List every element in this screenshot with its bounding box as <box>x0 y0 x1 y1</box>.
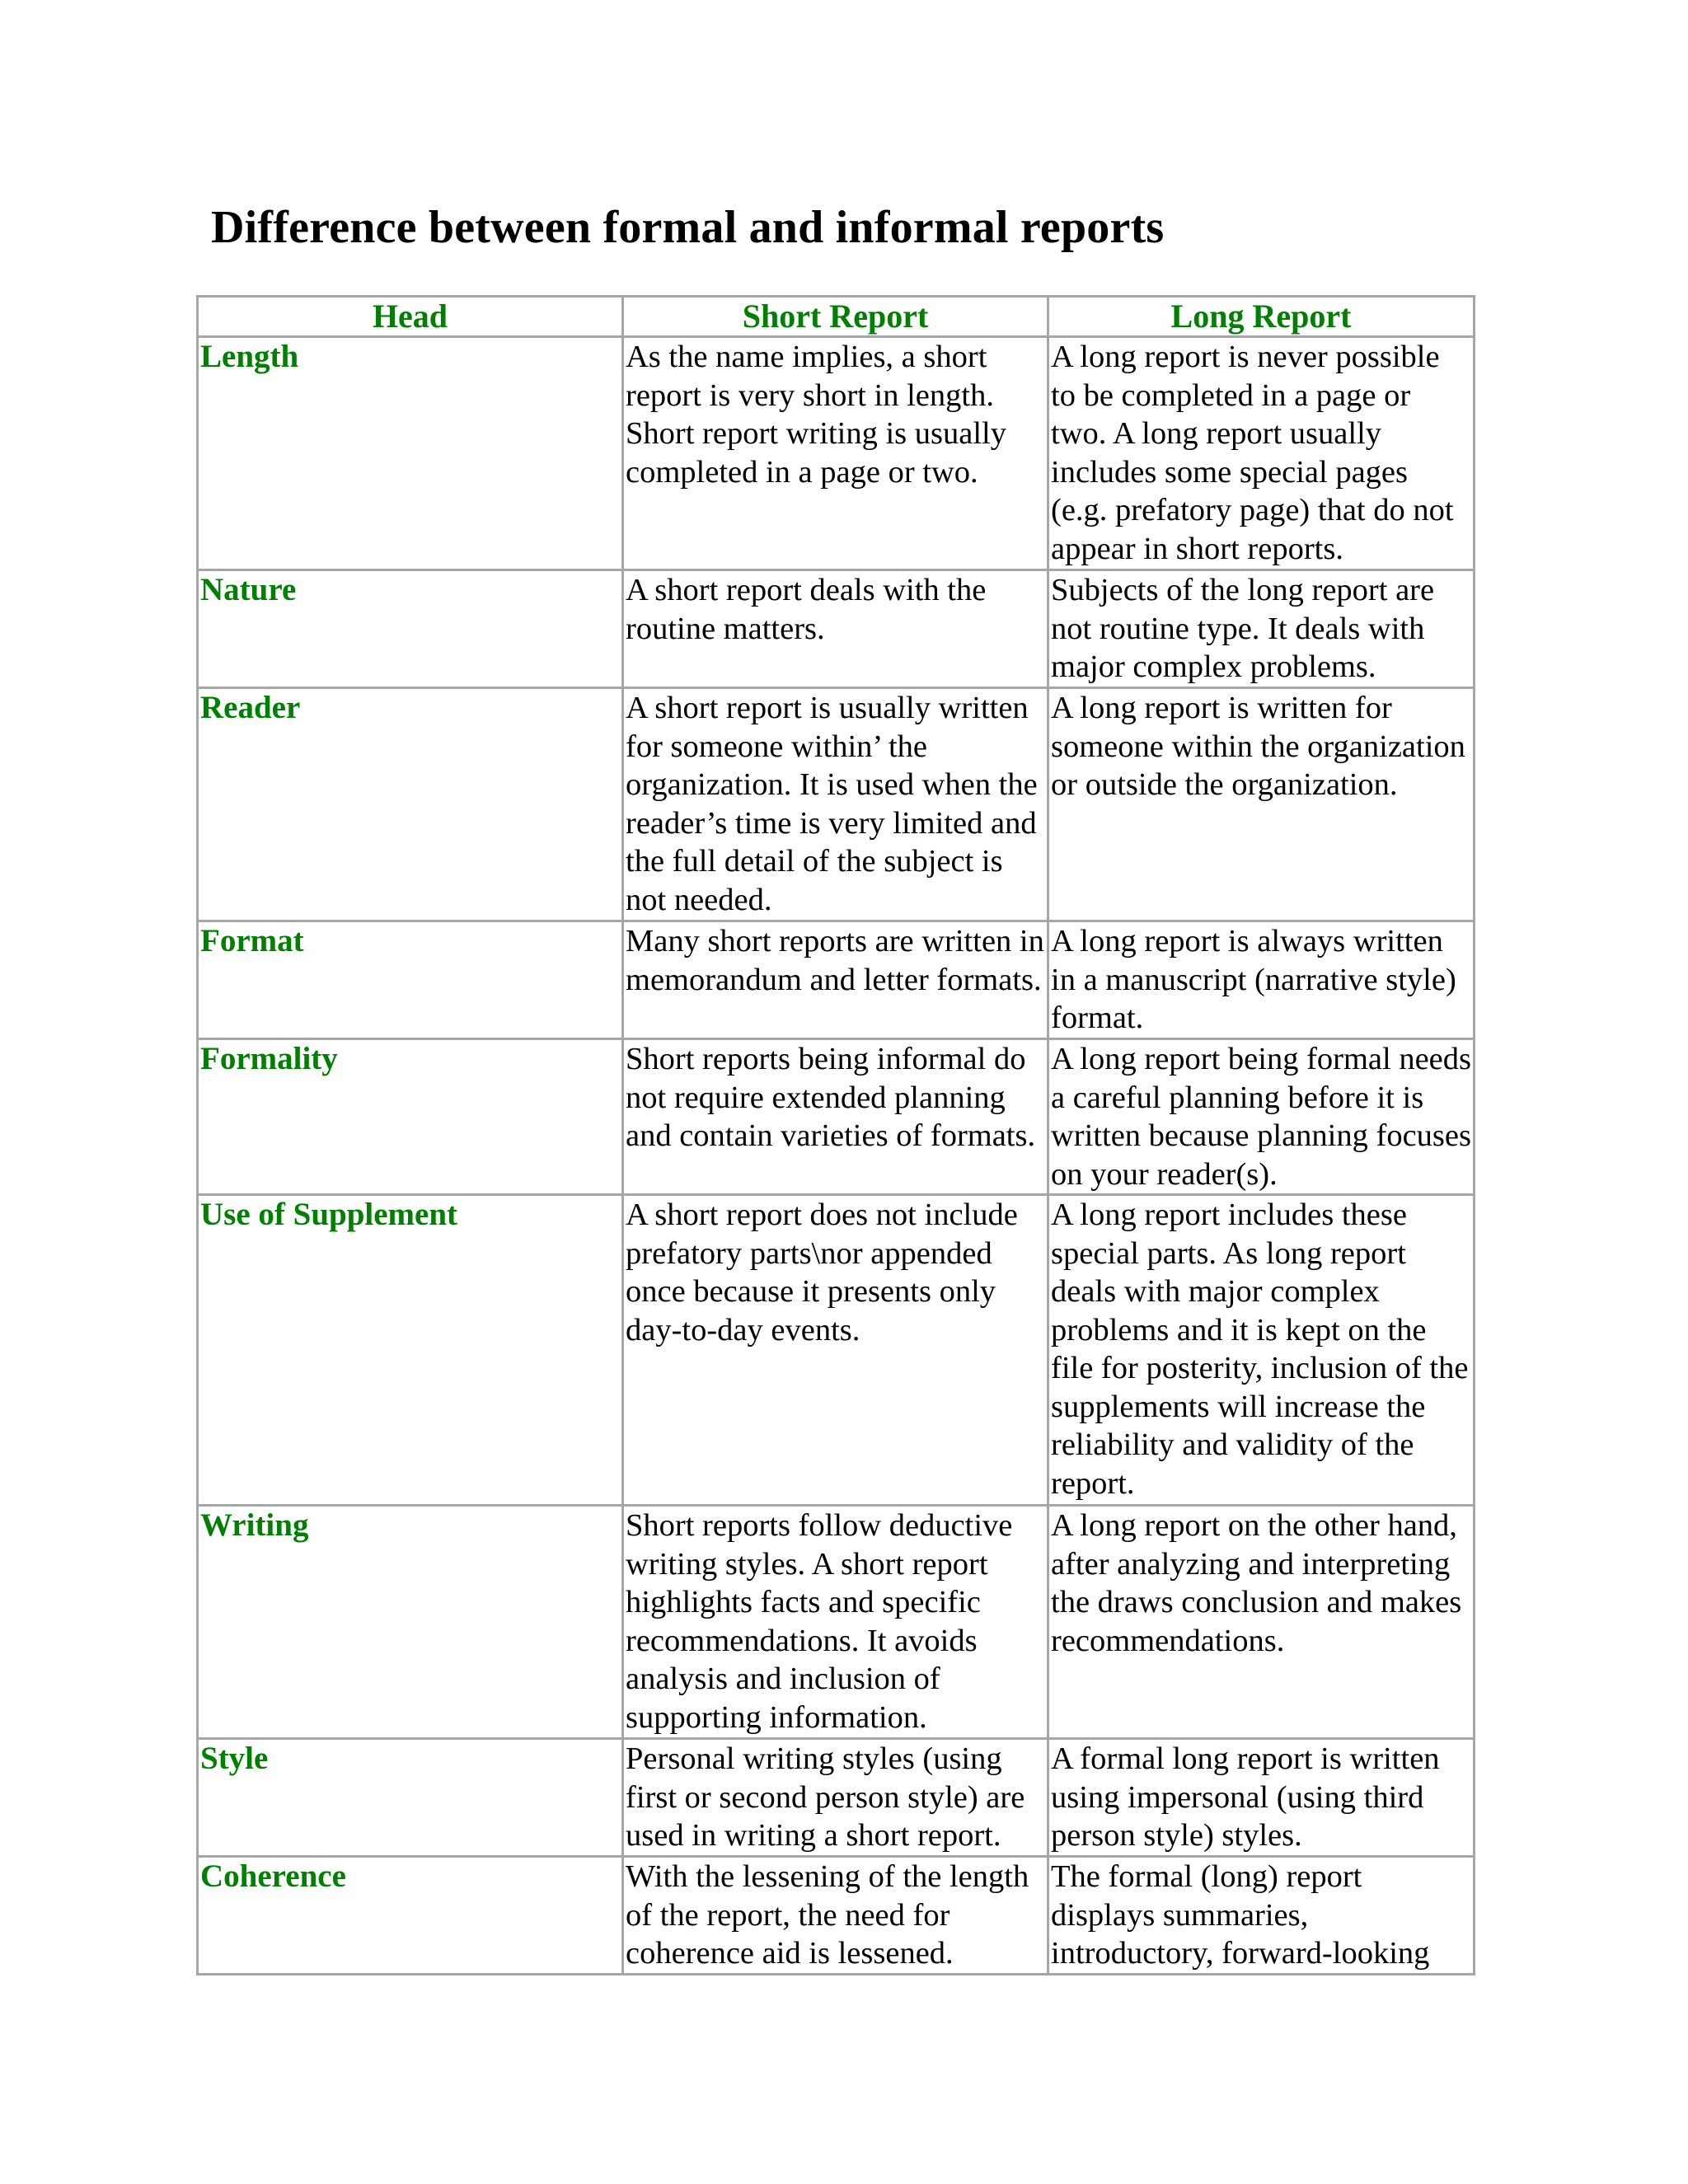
page-title: Difference between formal and informal reports <box>211 202 1165 253</box>
row-head-formality: Formality <box>198 1039 623 1195</box>
row-head-length: Length <box>198 337 623 570</box>
table-row <box>198 921 1475 1039</box>
table-row <box>198 570 1475 688</box>
long-report-cell: Subjects of the long report are not routine type. It deals with major complex problems. <box>1048 570 1475 688</box>
long-report-cell: A long report is never possible to be completed in a page or two. A long report usually includes some special pages (e.g. prefatory page) that do not appear in short reports. <box>1048 337 1475 570</box>
table-row <box>198 1739 1475 1857</box>
long-report-cell: A long report is always written in a manuscript (narrative style) format. <box>1048 921 1475 1039</box>
row-head-reader: Reader <box>198 688 623 921</box>
row-head-writing: Writing <box>198 1506 623 1739</box>
table-row <box>198 1195 1475 1506</box>
column-header-long-report: Long Report <box>1048 297 1475 337</box>
table-row <box>198 1857 1475 1975</box>
short-report-cell: Many short reports are written in memorandum and letter formats. <box>623 921 1048 1039</box>
long-report-cell: The formal (long) report displays summaries, introductory, forward-looking <box>1048 1857 1475 1975</box>
long-report-cell: A formal long report is written using impersonal (using third person style) styles. <box>1048 1739 1475 1857</box>
row-head-style: Style <box>198 1739 623 1857</box>
long-report-cell: A long report is written for someone within the organization or outside the organization. <box>1048 688 1475 921</box>
short-report-cell: Personal writing styles (using first or second person style) are used in writing a short report. <box>623 1739 1048 1857</box>
row-head-format: Format <box>198 921 623 1039</box>
short-report-cell: A short report deals with the routine matters. <box>623 570 1048 688</box>
table-row <box>198 337 1475 570</box>
column-header-short-report: Short Report <box>623 297 1048 337</box>
long-report-cell: A long report includes these special parts. As long report deals with major complex problems and it is kept on the file for posterity, inclusion of the supplements will increase the reliability and validity of the report. <box>1048 1195 1475 1506</box>
table-header-row <box>198 297 1475 337</box>
long-report-cell: A long report being formal needs a careful planning before it is written because planning focuses on your reader(s). <box>1048 1039 1475 1195</box>
table-row <box>198 1039 1475 1195</box>
table-row <box>198 1506 1475 1739</box>
row-head-coherence: Coherence <box>198 1857 623 1975</box>
short-report-cell: With the lessening of the length of the report, the need for coherence aid is lessened. <box>623 1857 1048 1975</box>
short-report-cell: Short reports being informal do not require extended planning and contain varieties of formats. <box>623 1039 1048 1195</box>
comparison-table <box>196 295 1475 1975</box>
long-report-cell: A long report on the other hand, after analyzing and interpreting the draws conclusion and makes recommendations. <box>1048 1506 1475 1739</box>
table-row <box>198 688 1475 921</box>
short-report-cell: As the name implies, a short report is very short in length. Short report writing is usually completed in a page or two. <box>623 337 1048 570</box>
short-report-cell: A short report is usually written for someone within’ the organization. It is used when the reader’s time is very limited and the full detail of the subject is not needed. <box>623 688 1048 921</box>
short-report-cell: Short reports follow deductive writing styles. A short report highlights facts and specific recommendations. It avoids analysis and inclusion of supporting information. <box>623 1506 1048 1739</box>
column-header-head: Head <box>198 297 623 337</box>
short-report-cell: A short report does not include prefatory parts\nor appended once because it presents only day-to-day events. <box>623 1195 1048 1506</box>
row-head-use-of-supplement: Use of Supplement <box>198 1195 623 1506</box>
row-head-nature: Nature <box>198 570 623 688</box>
